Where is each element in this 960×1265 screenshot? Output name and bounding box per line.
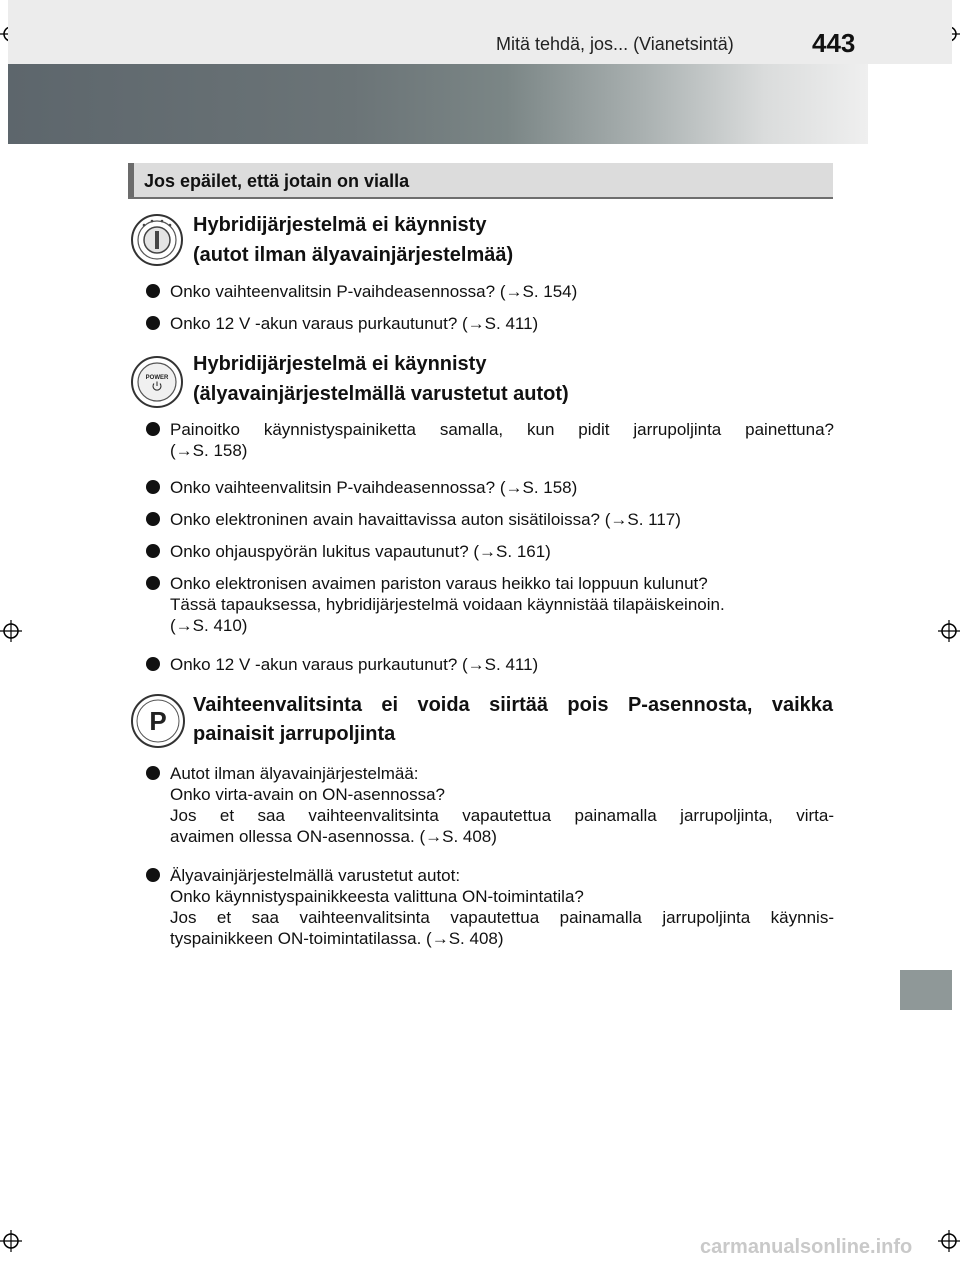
list-item bbox=[146, 477, 834, 498]
bullet-icon bbox=[146, 512, 160, 526]
list-item bbox=[146, 541, 834, 562]
section-header bbox=[128, 163, 833, 199]
list-item bbox=[146, 419, 834, 461]
power-label: POWER bbox=[145, 375, 169, 381]
heading-line: Hybridijärjestelmä ei käynnisty bbox=[193, 214, 487, 236]
list-item bbox=[146, 573, 834, 636]
bullet-icon bbox=[146, 544, 160, 558]
list-item bbox=[146, 281, 834, 302]
item-text: Jos et saa vaihteenvalitsinta vapautettua painamalla jarrupoljinta, virta- bbox=[170, 806, 834, 825]
list-item bbox=[146, 509, 834, 530]
section-title: Jos epäilet, että jotain on vialla bbox=[144, 171, 410, 191]
page-number: 443 bbox=[812, 28, 856, 58]
list-item bbox=[146, 763, 834, 847]
item-text: Onko käynnistyspainikkeesta valittuna ON-toimintatila? bbox=[170, 887, 584, 906]
chapter-thumb-tab bbox=[900, 970, 952, 1010]
crop-mark-icon bbox=[938, 1230, 960, 1252]
bullet-icon bbox=[146, 766, 160, 780]
item-text: Onko elektroninen avain havaittavissa auton sisätiloissa? (→S. 117) bbox=[170, 510, 681, 529]
item-text: Onko elektronisen avaimen pariston varaus heikko tai loppuun kulunut? bbox=[170, 574, 708, 593]
power-button-icon bbox=[130, 355, 184, 409]
crop-mark-icon bbox=[0, 620, 22, 642]
bullet-icon bbox=[146, 316, 160, 330]
crop-mark-icon bbox=[0, 1230, 22, 1252]
bullet-icon bbox=[146, 657, 160, 671]
item-text: avaimen ollessa ON-asennossa. (→S. 408) bbox=[170, 827, 497, 846]
topic-heading bbox=[193, 690, 833, 720]
heading-line: (älyavainjärjestelmällä varustetut autot) bbox=[193, 383, 569, 405]
bullet-icon bbox=[146, 422, 160, 436]
item-text: Onko vaihteenvalitsin P-vaihdeasennossa? (→S. 158) bbox=[170, 478, 578, 497]
heading-line: Vaihteenvalitsinta ei voida siirtää pois P-asennosta, vaikka bbox=[193, 694, 833, 716]
bullet-icon bbox=[146, 480, 160, 494]
ignition-switch-icon bbox=[130, 213, 184, 267]
list-item bbox=[146, 654, 834, 675]
item-text: Älyavainjärjestelmällä varustetut autot: bbox=[170, 866, 461, 885]
item-text: (→S. 158) bbox=[170, 441, 248, 460]
item-text: Onko virta-avain on ON-asennossa? bbox=[170, 785, 445, 804]
heading-line: painaisit jarrupoljinta bbox=[193, 723, 396, 745]
list-item bbox=[146, 865, 834, 949]
park-gear-icon bbox=[130, 693, 186, 749]
item-text: tyspainikkeen ON-toimintatilassa. (→S. 408) bbox=[170, 929, 504, 948]
item-text: Onko 12 V -akun varaus purkautunut? (→S. 411) bbox=[170, 655, 539, 674]
bullet-icon bbox=[146, 868, 160, 882]
bullet-icon bbox=[146, 284, 160, 298]
heading-line: Hybridijärjestelmä ei käynnisty bbox=[193, 353, 487, 375]
list-item bbox=[146, 313, 834, 334]
item-text: Onko 12 V -akun varaus purkautunut? (→S. 411) bbox=[170, 314, 539, 333]
topic-heading bbox=[193, 719, 833, 749]
item-text: Jos et saa vaihteenvalitsinta vapautettua painamalla jarrupoljinta käynnis- bbox=[170, 908, 834, 927]
item-text: (→S. 410) bbox=[170, 616, 248, 635]
watermark: carmanualsonline.info bbox=[700, 1236, 913, 1258]
header-banner bbox=[8, 64, 868, 144]
item-text: Tässä tapauksessa, hybridijärjestelmä voidaan käynnistää tilapäiskeinoin. bbox=[170, 595, 725, 614]
bullet-icon bbox=[146, 576, 160, 590]
item-text: Onko ohjauspyörän lukitus vapautunut? (→S. 161) bbox=[170, 542, 551, 561]
crop-mark-icon bbox=[938, 620, 960, 642]
item-text: Autot ilman älyavainjärjestelmää: bbox=[170, 764, 419, 783]
running-title: Mitä tehdä, jos... (Vianetsintä) bbox=[496, 34, 734, 54]
heading-line: (autot ilman älyavainjärjestelmää) bbox=[193, 244, 514, 266]
item-text: Painoitko käynnistyspainiketta samalla, kun pidit jarrupoljinta painettuna? bbox=[170, 420, 834, 439]
item-text: Onko vaihteenvalitsin P-vaihdeasennossa? (→S. 154) bbox=[170, 282, 578, 301]
park-label: P bbox=[149, 706, 167, 736]
page-header bbox=[8, 0, 952, 64]
topic-heading bbox=[193, 349, 833, 409]
topic-heading bbox=[193, 210, 833, 270]
